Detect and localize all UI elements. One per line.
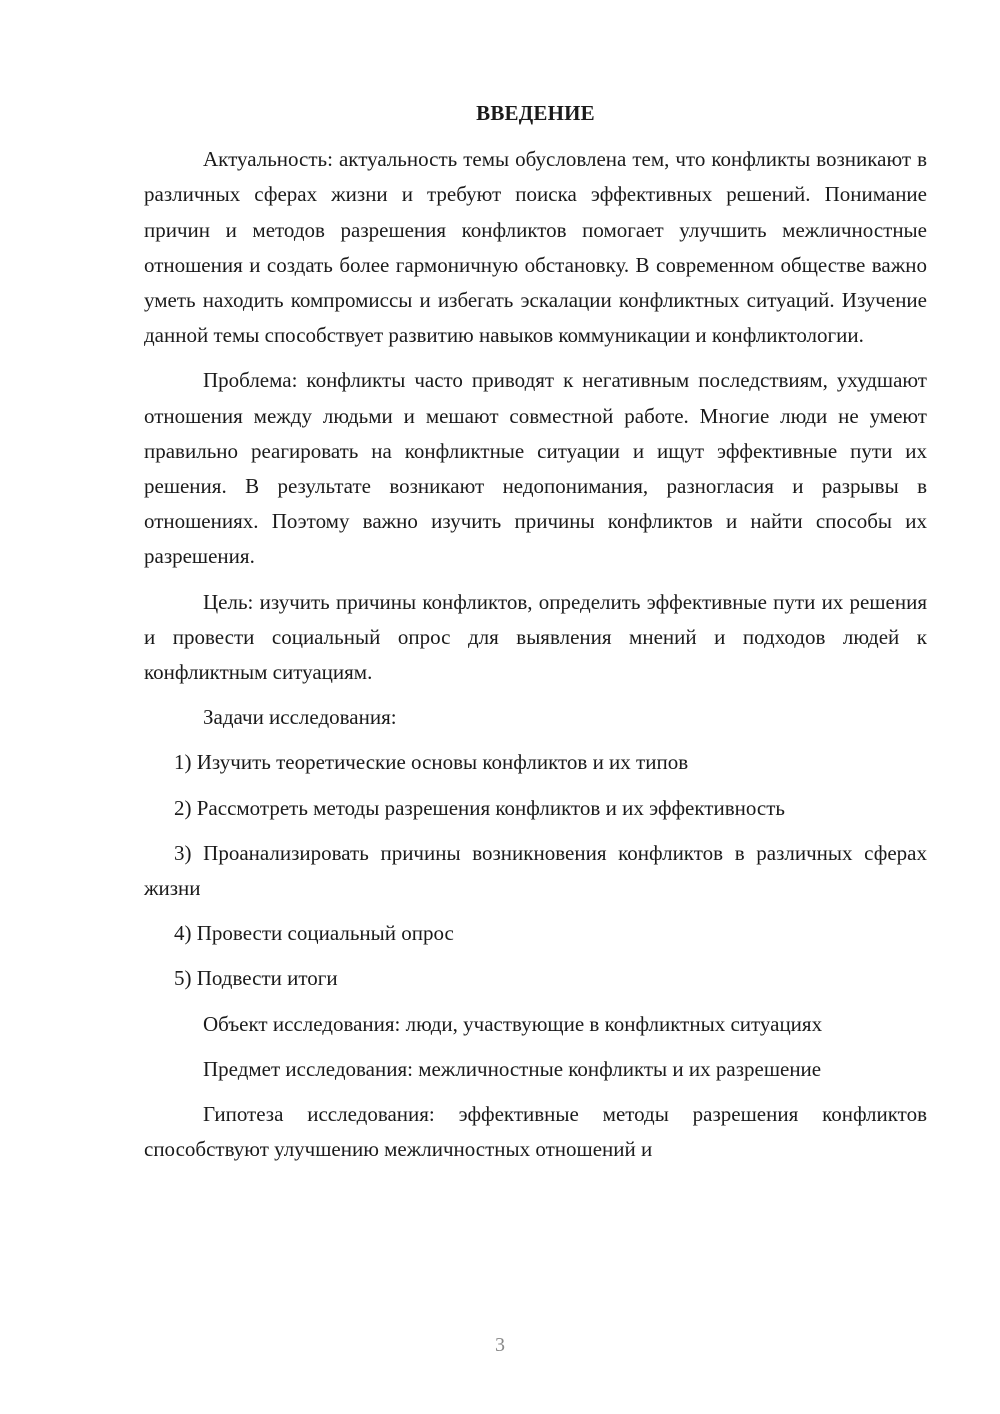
section-title: ВВЕДЕНИЕ xyxy=(476,101,595,125)
paragraph-problem: Проблема: конфликты часто приводят к негативным последствиям, ухудшают отношения между людьми и мешают совместной работе. Многие люди не умеют правильно реагировать на конфликтные ситуации и ищут эффективные пути их решения. В результате возникают недопонимания, разногласия и разрывы в отношениях. Поэтому важно изучить причины конфликтов и найти способы их разрешения. xyxy=(144,368,927,569)
task-item-3: 3) Проанализировать причины возникновения конфликтов в различных сферах жизни xyxy=(144,840,927,901)
paragraph-goal: Цель: изучить причины конфликтов, определить эффективные пути их решения и провести социальный опрос для выявления мнений и подходов людей к конфликтным ситуациям. xyxy=(144,589,927,685)
paragraph-relevance: Актуальность: актуальность темы обусловлена тем, что конфликты возникают в различных сферах жизни и требуют поиска эффективных решений. Понимание причин и методов разрешения конфликтов помогает улучшить межличностные отношения и создать более гармоничную обстановку. В современном обществе важно уметь находить компромиссы и избегать эскалации конфликтных ситуаций. Изучение данной темы способствует развитию навыков коммуникации и конфликтологии. xyxy=(144,147,927,348)
task-item-5: 5) Подвести итоги xyxy=(174,966,338,991)
page-content xyxy=(144,96,927,1167)
paragraph-hypothesis: Гипотеза исследования: эффективные методы разрешения конфликтов способствуют улучшению межличностных отношений и xyxy=(144,1102,927,1162)
page-number: 3 xyxy=(495,1334,505,1356)
paragraph-object: Объект исследования: люди, участвующие в конфликтных ситуациях xyxy=(203,1011,823,1036)
paragraph-subject: Предмет исследования: межличностные конфликты и их разрешение xyxy=(203,1056,822,1081)
task-item-4: 4) Провести социальный опрос xyxy=(174,921,454,946)
task-item-1: 1) Изучить теоретические основы конфликтов и их типов xyxy=(174,750,689,775)
task-item-2: 2) Рассмотреть методы разрешения конфликтов и их эффективность xyxy=(174,795,785,820)
paragraph-tasks-heading: Задачи исследования: xyxy=(203,705,397,730)
